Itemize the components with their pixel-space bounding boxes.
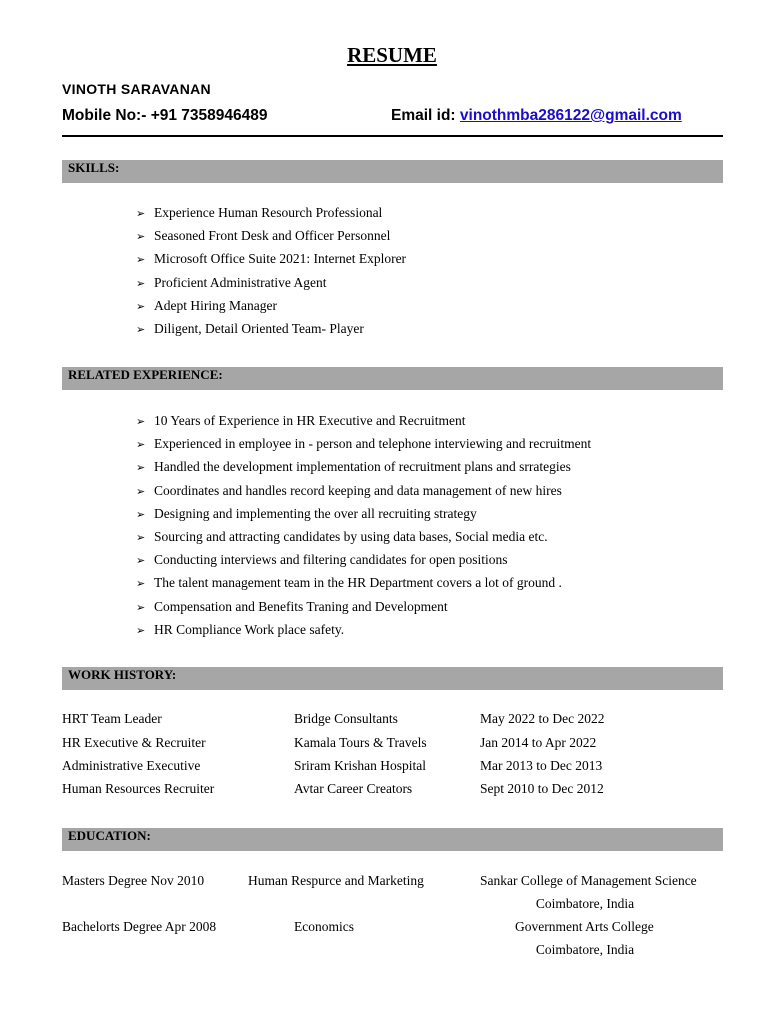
list-item: ➢ Designing and implementing the over all recruiting strategy <box>136 502 591 525</box>
candidate-name: VINOTH SARAVANAN <box>62 81 211 97</box>
arrow-bullet-icon: ➢ <box>136 507 146 521</box>
work-role: HRT Team Leader <box>62 711 162 726</box>
work-company: Avtar Career Creators <box>294 781 413 796</box>
arrow-bullet-icon: ➢ <box>136 322 146 336</box>
education-location: Coimbatore, India <box>535 896 635 911</box>
work-company: Kamala Tours & Travels <box>294 735 427 750</box>
mobile-number: +91 7358946489 <box>150 107 268 124</box>
skills-list <box>136 201 406 340</box>
arrow-bullet-icon: ➢ <box>136 461 146 475</box>
education-degree: Masters Degree Nov 2010 <box>62 873 205 888</box>
email-label: Email id: <box>391 107 460 124</box>
arrow-bullet-icon: ➢ <box>136 207 146 220</box>
education-field: Human Respurce and Marketing <box>248 873 424 888</box>
list-item: ➢ 10 Years of Experience in HR Executive and Recruitment <box>136 409 591 432</box>
list-item: ➢ Experience Human Resourch Professional <box>136 201 406 224</box>
work-history-heading: WORK HISTORY: <box>62 667 723 690</box>
education-degree: Bachelorts Degree Apr 2008 <box>62 919 217 934</box>
arrow-bullet-icon: ➢ <box>136 438 146 452</box>
list-item: ➢ Coordinates and handles record keeping and data management of new hires <box>136 479 591 502</box>
list-item: ➢ Seasoned Front Desk and Officer Personnel <box>136 224 406 247</box>
arrow-bullet-icon: ➢ <box>136 253 146 267</box>
page-title: RESUME <box>347 43 437 67</box>
skills-heading: SKILLS: <box>62 160 723 183</box>
education-institution: Sankar College of Management Science <box>480 873 697 888</box>
experience-list <box>136 409 591 641</box>
education-institution: Government Arts College <box>515 919 654 934</box>
work-period: Jan 2014 to Apr 2022 <box>480 735 597 750</box>
mobile-line <box>62 107 268 125</box>
education-location: Coimbatore, India <box>535 942 635 957</box>
mobile-label: Mobile No:- <box>62 107 151 124</box>
arrow-bullet-icon: ➢ <box>136 623 146 637</box>
experience-heading: RELATED EXPERIENCE: <box>62 367 723 390</box>
list-item: ➢ Experienced in employee in - person and telephone interviewing and recruitment <box>136 432 591 455</box>
list-item: ➢ Conducting interviews and filtering candidates for open positions <box>136 548 591 571</box>
arrow-bullet-icon: ➢ <box>136 415 146 428</box>
list-item: ➢ Sourcing and attracting candidates by using data bases, Social media etc. <box>136 525 591 548</box>
work-period: Sept 2010 to Dec 2012 <box>480 781 604 796</box>
work-company: Sriram Krishan Hospital <box>294 758 426 773</box>
arrow-bullet-icon: ➢ <box>136 299 146 313</box>
list-item: ➢ Proficient Administrative Agent <box>136 271 406 294</box>
work-period: Mar 2013 to Dec 2013 <box>480 758 603 773</box>
work-company: Bridge Consultants <box>294 711 398 726</box>
education-field: Economics <box>294 919 354 934</box>
arrow-bullet-icon: ➢ <box>136 577 146 591</box>
list-item: ➢ The talent management team in the HR Department covers a lot of ground . <box>136 571 591 594</box>
arrow-bullet-icon: ➢ <box>136 230 146 244</box>
education-heading: EDUCATION: <box>62 828 723 851</box>
arrow-bullet-icon: ➢ <box>136 600 146 614</box>
work-period: May 2022 to Dec 2022 <box>480 711 605 726</box>
list-item: ➢ Microsoft Office Suite 2021: Internet Explorer <box>136 247 406 270</box>
arrow-bullet-icon: ➢ <box>136 554 146 568</box>
list-item: ➢ Diligent, Detail Oriented Team- Player <box>136 317 406 340</box>
arrow-bullet-icon: ➢ <box>136 276 146 290</box>
work-role: Administrative Executive <box>62 758 201 773</box>
work-role: Human Resources Recruiter <box>62 781 215 796</box>
list-item: ➢ HR Compliance Work place safety. <box>136 618 591 641</box>
work-role: HR Executive & Recruiter <box>62 735 206 750</box>
arrow-bullet-icon: ➢ <box>136 484 146 498</box>
header-divider <box>62 135 723 137</box>
list-item: ➢ Adept Hiring Manager <box>136 294 406 317</box>
email-link[interactable]: vinothmba286122@gmail.com <box>459 107 682 124</box>
arrow-bullet-icon: ➢ <box>136 530 146 544</box>
email-line <box>391 107 682 125</box>
list-item: ➢ Compensation and Benefits Traning and Development <box>136 595 591 618</box>
list-item: ➢ Handled the development implementation of recruitment plans and srrategies <box>136 455 591 478</box>
